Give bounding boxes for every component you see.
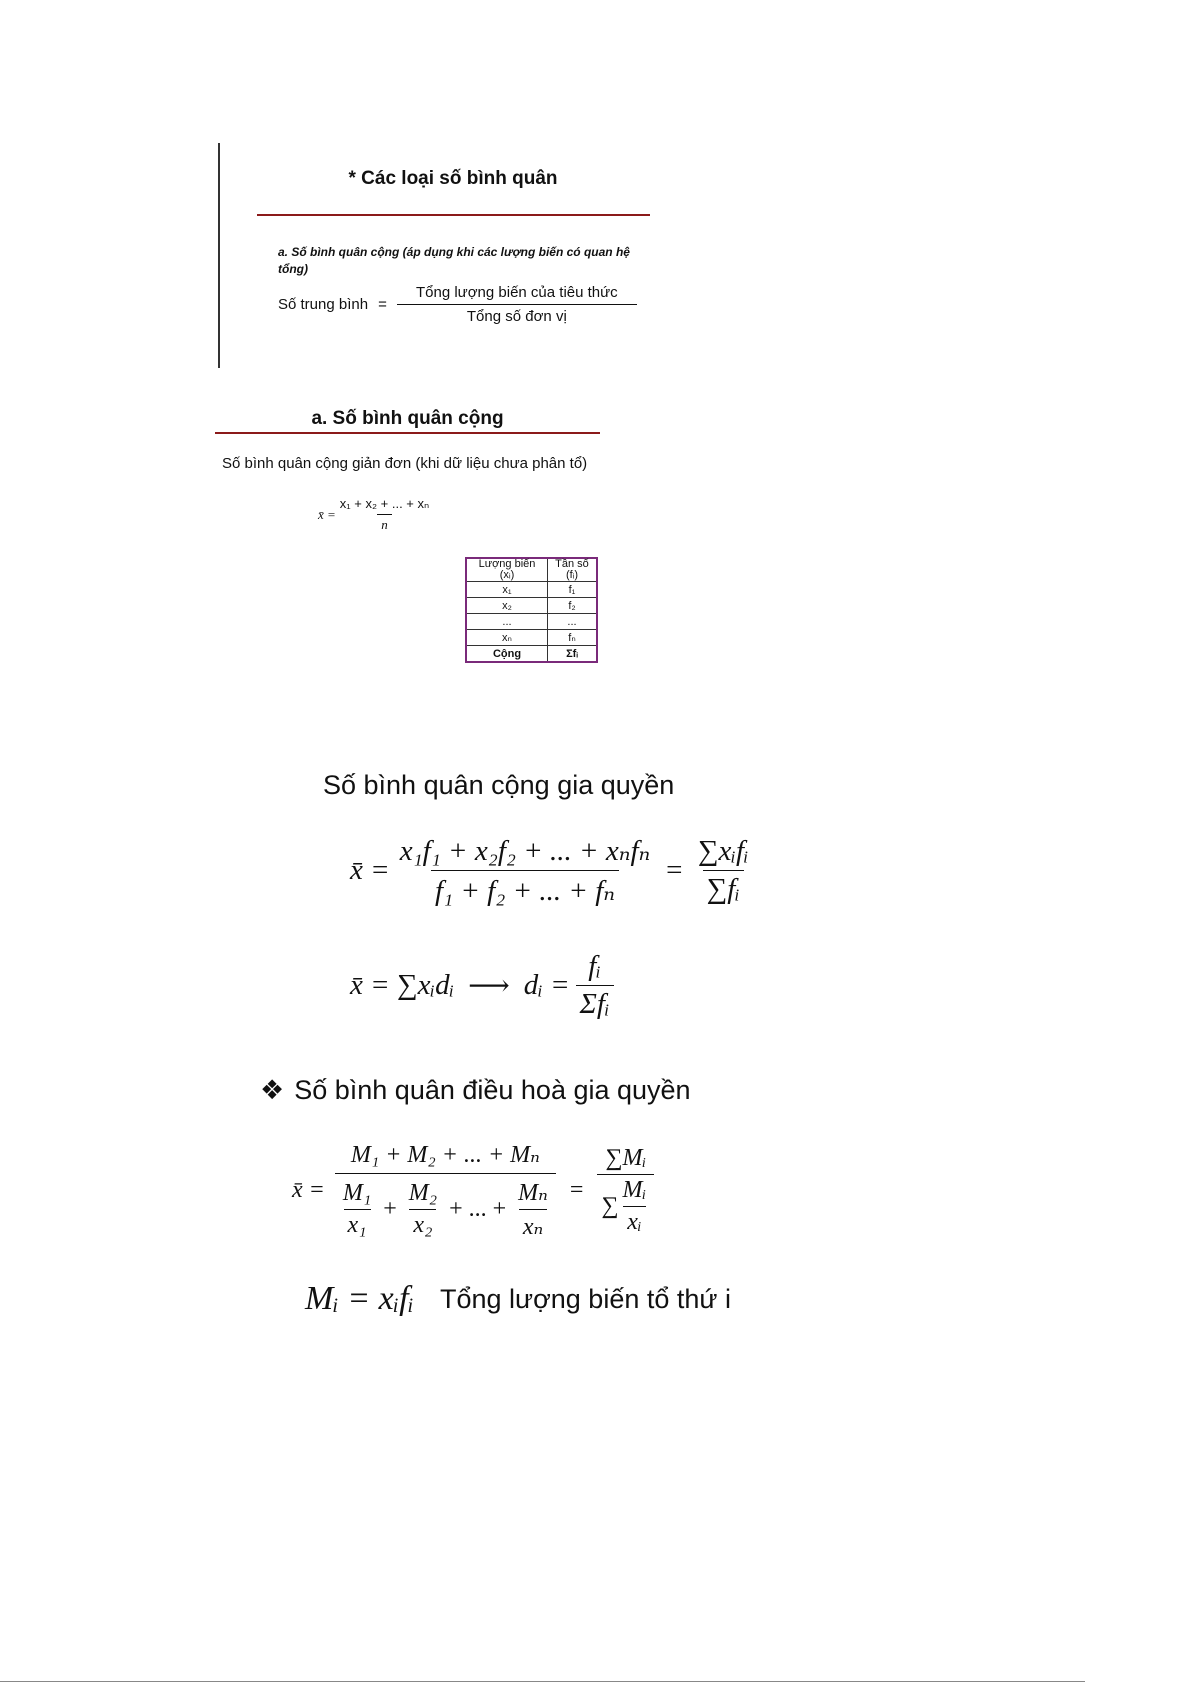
inner-denominator: xᵢ	[623, 1206, 645, 1236]
numerator: fᵢ	[588, 950, 601, 982]
table-total-row	[466, 646, 597, 663]
arrow-icon: ⟶	[468, 970, 510, 1002]
table-cell: ...	[548, 614, 598, 630]
numerator: x₁ + x₂ + ... + xₙ	[339, 496, 430, 511]
slide-subtitle-arithmetic-mean: a. Số bình quân cộng (áp dụng khi các lượng biến có quan hệ tổng)	[278, 245, 630, 276]
numerator: x₁f₁ + x₂f₂ + ... + xₙfₙ	[399, 835, 651, 867]
term-fraction	[405, 1180, 441, 1239]
mi-label: Tổng lượng biến tổ thứ i	[439, 1283, 731, 1314]
mi-formula: Mᵢ = xᵢfᵢ	[305, 1280, 414, 1317]
sum-numerator: ∑Mᵢ	[605, 1145, 647, 1171]
mean-definition-formula	[278, 284, 637, 325]
total-value: Σfᵢ	[548, 646, 598, 663]
term-denominator: x₁	[344, 1209, 371, 1239]
table-row	[466, 630, 597, 646]
section-underline	[215, 432, 600, 434]
page-bottom-rule	[0, 1681, 1085, 1682]
frequency-table	[465, 557, 598, 663]
fraction	[396, 833, 655, 908]
table-cell: f₁	[548, 582, 598, 598]
sum-fraction	[597, 1145, 654, 1236]
equals-sign: =	[378, 296, 387, 313]
fraction	[335, 1140, 556, 1241]
simple-mean-subtitle: Số bình quân cộng giản đơn (khi dữ liệu chưa phân tổ)	[222, 455, 588, 472]
numerator: M₁ + M₂ + ... + Mₙ	[350, 1142, 540, 1168]
weighted-mean-formula	[350, 833, 753, 908]
denominator: n	[377, 514, 392, 533]
table-cell: ...	[466, 614, 548, 630]
plus-dots: + ... +	[449, 1196, 507, 1222]
numerator: Tổng lượng biến của tiêu thức	[415, 284, 618, 301]
inner-numerator: Mᵢ	[622, 1177, 647, 1203]
fraction	[336, 496, 433, 533]
denominator: Tổng số đơn vị	[397, 304, 637, 325]
table-row	[466, 598, 597, 614]
term-denominator: xₙ	[519, 1209, 547, 1241]
formula-lhs: x̄ =	[350, 854, 390, 886]
formula-lhs: x̄ =	[318, 506, 336, 522]
term-numerator: M₂	[408, 1180, 438, 1206]
table-cell: fₙ	[548, 630, 598, 646]
term-fraction	[514, 1178, 552, 1241]
plus-sign: +	[383, 1196, 397, 1222]
denominator: Σfᵢ	[576, 985, 614, 1021]
formula-lhs: x̄ =	[292, 1177, 325, 1203]
denominator	[335, 1173, 556, 1241]
simple-mean-formula	[318, 496, 433, 533]
harmonic-mean-title	[260, 1075, 691, 1106]
inner-fraction	[619, 1177, 651, 1236]
equals-sign: =	[664, 854, 684, 886]
table-cell: f₂	[548, 598, 598, 614]
term-numerator: Mₙ	[518, 1180, 548, 1206]
weighted-mean-title: Số bình quân cộng gia quyền	[323, 770, 675, 800]
slide-title-types-of-averages: * Các loại số bình quân	[348, 168, 558, 189]
table-cell: x₁	[466, 582, 548, 598]
formula-lhs: x̄ = ∑xᵢdᵢ	[350, 969, 455, 1001]
denominator: f₁ + f₂ + ... + fₙ	[431, 870, 619, 908]
fraction	[397, 284, 637, 325]
sum-numerator: ∑xᵢfᵢ	[697, 835, 749, 867]
diamond-bullet-icon: ❖	[260, 1075, 285, 1105]
title-underline	[257, 214, 650, 216]
table-cell: x₂	[466, 598, 548, 614]
equals-sign: =	[569, 1177, 584, 1203]
section-title-arithmetic-mean: a. Số bình quân cộng	[311, 408, 504, 429]
term-denominator: x₂	[409, 1209, 436, 1239]
sum-denominator	[597, 1174, 654, 1236]
harmonic-mean-formula	[292, 1140, 654, 1241]
sum-symbol: ∑	[601, 1193, 619, 1219]
d-lhs: dᵢ =	[523, 969, 570, 1001]
table-row	[466, 582, 597, 598]
header-variable: Lượng biến (xᵢ)	[466, 558, 548, 582]
mi-definition	[305, 1280, 731, 1318]
term-fraction	[339, 1180, 375, 1239]
weighted-share-formula	[350, 950, 614, 1021]
sum-denominator: ∑fᵢ	[703, 870, 744, 906]
harmonic-title-text: Số bình quân điều hoà gia quyền	[294, 1075, 691, 1105]
table-cell: xₙ	[466, 630, 548, 646]
term-numerator: M₁	[342, 1180, 372, 1206]
table-row	[466, 614, 597, 630]
header-frequency: Tần số (fᵢ)	[548, 558, 598, 582]
table-header-row	[466, 558, 597, 582]
formula-lhs: Số trung bình	[278, 296, 369, 313]
sum-fraction	[694, 835, 753, 906]
fraction	[576, 950, 614, 1021]
total-label: Cộng	[466, 646, 548, 663]
